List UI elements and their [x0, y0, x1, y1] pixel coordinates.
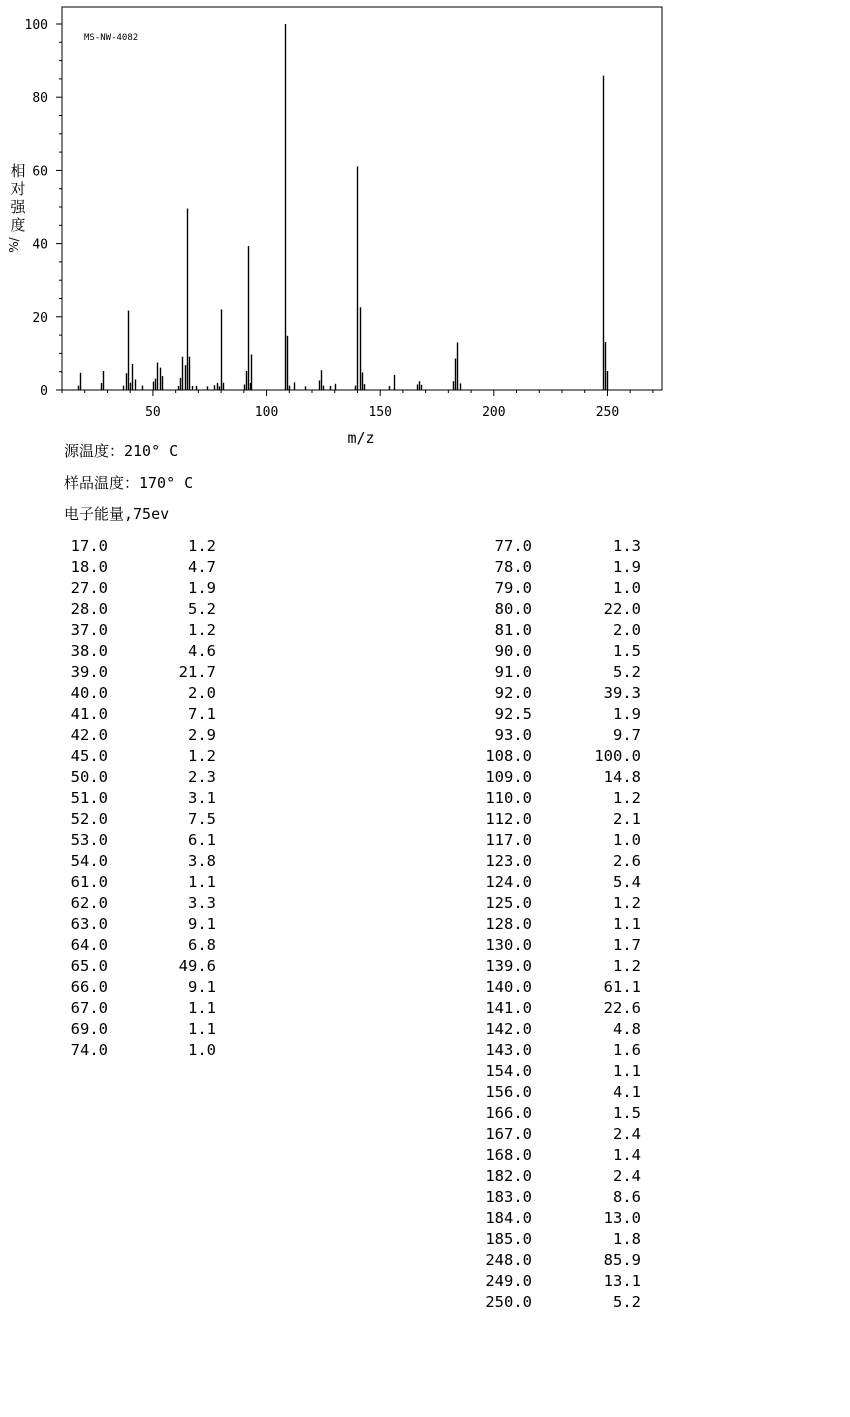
peak-intensity: 5.2	[613, 1293, 641, 1311]
y-label-char: %/	[7, 237, 21, 253]
peak-row	[64, 956, 224, 977]
peak-mz: 79.0	[494, 579, 532, 597]
peak-row	[464, 830, 644, 851]
peak-row	[64, 851, 224, 872]
peak-mz: 128.0	[485, 915, 532, 933]
peak-mz: 45.0	[70, 747, 108, 765]
x-tick-label: 100	[254, 405, 279, 420]
peak-intensity: 1.9	[613, 558, 641, 576]
peak-intensity: 61.1	[603, 978, 641, 996]
peak-row	[464, 914, 644, 935]
peak-mz: 90.0	[494, 642, 532, 660]
peak-mz: 130.0	[485, 936, 532, 954]
peak-mz: 74.0	[70, 1041, 108, 1059]
peak-mz: 124.0	[485, 873, 532, 891]
plot-frame	[62, 7, 662, 390]
peak-row	[464, 1019, 644, 1040]
y-tick-label: 100	[24, 18, 48, 33]
peak-mz: 69.0	[70, 1020, 108, 1038]
peak-intensity: 1.4	[613, 1146, 641, 1164]
peak-intensity: 1.1	[188, 873, 216, 891]
peak-mz: 64.0	[70, 936, 108, 954]
peak-intensity: 1.2	[613, 894, 641, 912]
peak-row	[64, 683, 224, 704]
peak-mz: 184.0	[485, 1209, 532, 1227]
peak-intensity: 5.4	[613, 873, 641, 891]
peak-row	[464, 620, 644, 641]
x-axis-label: m/z	[347, 429, 375, 447]
peak-row	[464, 1103, 644, 1124]
peak-intensity: 1.3	[613, 537, 641, 555]
peak-mz: 41.0	[70, 705, 108, 723]
peak-row	[464, 1082, 644, 1103]
peak-intensity: 1.9	[613, 705, 641, 723]
x-tick-label: 250	[595, 405, 620, 420]
peak-mz: 110.0	[485, 789, 532, 807]
peak-mz: 182.0	[485, 1167, 532, 1185]
peak-intensity: 7.5	[188, 810, 216, 828]
peak-mz: 168.0	[485, 1146, 532, 1164]
peak-mz: 37.0	[70, 621, 108, 639]
peak-intensity: 1.8	[613, 1230, 641, 1248]
peak-row	[64, 620, 224, 641]
peak-row	[464, 809, 644, 830]
peak-intensity: 2.0	[188, 684, 216, 702]
peak-intensity: 1.2	[613, 957, 641, 975]
peak-mz: 108.0	[485, 747, 532, 765]
peak-row	[64, 809, 224, 830]
peak-intensity: 5.2	[188, 600, 216, 618]
peak-mz: 66.0	[70, 978, 108, 996]
peak-intensity: 2.4	[613, 1167, 641, 1185]
y-label-char: 对	[10, 180, 26, 198]
peak-mz: 249.0	[485, 1272, 532, 1290]
peak-row	[64, 998, 224, 1019]
peak-row	[64, 704, 224, 725]
peak-intensity: 1.0	[613, 579, 641, 597]
peak-intensity: 9.1	[188, 915, 216, 933]
spectrum-peaks	[79, 24, 608, 390]
peak-row	[464, 1145, 644, 1166]
y-axis-label	[7, 162, 26, 253]
peak-row	[464, 851, 644, 872]
peak-mz: 27.0	[70, 579, 108, 597]
peak-row	[464, 1061, 644, 1082]
peak-mz: 91.0	[494, 663, 532, 681]
peak-row	[64, 578, 224, 599]
peak-mz: 62.0	[70, 894, 108, 912]
y-tick-label: 0	[40, 384, 48, 399]
peak-row	[464, 641, 644, 662]
peak-row	[64, 1019, 224, 1040]
peak-mz: 63.0	[70, 915, 108, 933]
x-tick-label: 50	[145, 405, 161, 420]
peak-intensity: 4.8	[613, 1020, 641, 1038]
peak-intensity: 2.0	[613, 621, 641, 639]
peak-row	[64, 746, 224, 767]
peak-mz: 142.0	[485, 1020, 532, 1038]
peak-intensity: 9.1	[188, 978, 216, 996]
peak-row	[464, 1124, 644, 1145]
peak-intensity: 1.1	[613, 915, 641, 933]
peak-mz: 117.0	[485, 831, 532, 849]
peak-mz: 156.0	[485, 1083, 532, 1101]
peak-row	[64, 1040, 224, 1061]
peak-row	[464, 767, 644, 788]
peak-row	[64, 830, 224, 851]
peak-row	[464, 1166, 644, 1187]
y-tick-label: 60	[32, 164, 48, 180]
peak-mz: 109.0	[485, 768, 532, 786]
peak-row	[464, 662, 644, 683]
source-temperature: 源温度：210° C	[64, 442, 179, 460]
peak-row	[64, 977, 224, 998]
peak-row	[464, 536, 644, 557]
peak-mz: 40.0	[70, 684, 108, 702]
peak-row	[464, 557, 644, 578]
x-axis-ticks	[62, 390, 653, 420]
peak-mz: 185.0	[485, 1230, 532, 1248]
peak-row	[464, 998, 644, 1019]
peak-mz: 139.0	[485, 957, 532, 975]
peak-intensity: 1.1	[613, 1062, 641, 1080]
peak-intensity: 3.1	[188, 789, 216, 807]
electron-energy: 电子能量,75ev	[64, 505, 170, 523]
peak-mz: 65.0	[70, 957, 108, 975]
peak-intensity: 4.7	[188, 558, 216, 576]
peak-row	[64, 935, 224, 956]
peak-intensity: 1.2	[188, 621, 216, 639]
peak-intensity: 1.0	[613, 831, 641, 849]
y-label-char: 度	[10, 216, 26, 234]
peak-row	[464, 977, 644, 998]
peak-row	[464, 1187, 644, 1208]
peak-row	[464, 788, 644, 809]
peak-mz: 92.5	[494, 705, 532, 723]
peak-intensity: 1.1	[188, 1020, 216, 1038]
peak-intensity: 4.6	[188, 642, 216, 660]
peak-intensity: 1.1	[188, 999, 216, 1017]
peak-intensity: 2.1	[613, 810, 641, 828]
peak-mz: 125.0	[485, 894, 532, 912]
peak-mz: 154.0	[485, 1062, 532, 1080]
peak-intensity: 2.9	[188, 726, 216, 744]
peak-mz: 50.0	[70, 768, 108, 786]
peak-intensity: 6.1	[188, 831, 216, 849]
peak-mz: 250.0	[485, 1293, 532, 1311]
peak-intensity: 9.7	[613, 726, 641, 744]
peak-intensity: 2.3	[188, 768, 216, 786]
peak-row	[64, 536, 224, 557]
peak-intensity: 7.1	[188, 705, 216, 723]
peak-mz: 54.0	[70, 852, 108, 870]
peak-intensity: 1.0	[188, 1041, 216, 1059]
peak-row	[464, 746, 644, 767]
peak-row	[64, 599, 224, 620]
peak-mz: 123.0	[485, 852, 532, 870]
peak-row	[64, 767, 224, 788]
peak-mz: 81.0	[494, 621, 532, 639]
peak-row	[464, 1292, 644, 1313]
peak-row	[464, 725, 644, 746]
peak-row	[464, 1208, 644, 1229]
peak-row	[64, 662, 224, 683]
peak-mz: 18.0	[70, 558, 108, 576]
peak-mz: 80.0	[494, 600, 532, 618]
peak-mz: 167.0	[485, 1125, 532, 1143]
peak-intensity: 21.7	[178, 663, 216, 681]
peak-row	[464, 1229, 644, 1250]
peak-mz: 93.0	[494, 726, 532, 744]
peak-mz: 51.0	[70, 789, 108, 807]
peak-row	[464, 956, 644, 977]
peak-row	[64, 788, 224, 809]
peak-row	[464, 893, 644, 914]
peak-row	[64, 914, 224, 935]
sample-temperature: 样品温度：170° C	[64, 474, 194, 492]
peak-intensity: 1.2	[613, 789, 641, 807]
peak-mz: 17.0	[70, 537, 108, 555]
peak-intensity: 100.0	[594, 747, 641, 765]
mass-spectrum-chart	[0, 0, 850, 460]
y-tick-label: 40	[32, 237, 48, 253]
peak-mz: 52.0	[70, 810, 108, 828]
peak-intensity: 1.7	[613, 936, 641, 954]
peak-mz: 42.0	[70, 726, 108, 744]
peak-intensity: 1.2	[188, 747, 216, 765]
peak-intensity: 4.1	[613, 1083, 641, 1101]
peak-mz: 166.0	[485, 1104, 532, 1122]
peak-intensity: 39.3	[603, 684, 641, 702]
peak-row	[464, 599, 644, 620]
peak-mz: 183.0	[485, 1188, 532, 1206]
peak-row	[64, 872, 224, 893]
peak-mz: 77.0	[494, 537, 532, 555]
peak-mz: 61.0	[70, 873, 108, 891]
peak-intensity: 13.0	[603, 1209, 641, 1227]
peak-row	[464, 578, 644, 599]
peak-row	[464, 1271, 644, 1292]
peak-row	[464, 935, 644, 956]
peak-mz: 39.0	[70, 663, 108, 681]
peak-row	[64, 557, 224, 578]
peak-mz: 38.0	[70, 642, 108, 660]
peak-intensity: 14.8	[603, 768, 641, 786]
peak-row	[464, 1040, 644, 1061]
peak-mz: 53.0	[70, 831, 108, 849]
peak-row	[464, 704, 644, 725]
peak-intensity: 1.9	[188, 579, 216, 597]
peak-intensity: 22.6	[603, 999, 641, 1017]
peak-row	[464, 872, 644, 893]
y-label-char: 强	[10, 198, 26, 216]
peak-row	[464, 683, 644, 704]
y-axis-ticks	[25, 18, 62, 399]
peak-intensity: 22.0	[603, 600, 641, 618]
peak-intensity: 8.6	[613, 1188, 641, 1206]
y-label-char: 相	[10, 162, 26, 180]
peak-mz: 28.0	[70, 600, 108, 618]
peak-mz: 248.0	[485, 1251, 532, 1269]
peak-mz: 140.0	[485, 978, 532, 996]
peak-mz: 141.0	[485, 999, 532, 1017]
peak-mz: 67.0	[70, 999, 108, 1017]
peak-intensity: 3.8	[188, 852, 216, 870]
peak-intensity: 1.2	[188, 537, 216, 555]
y-tick-label: 80	[32, 91, 48, 107]
peak-row	[64, 725, 224, 746]
peak-mz: 143.0	[485, 1041, 532, 1059]
peak-table-right	[464, 536, 644, 1313]
peak-intensity: 49.6	[178, 957, 216, 975]
x-tick-label: 200	[482, 405, 506, 420]
peak-intensity: 3.3	[188, 894, 216, 912]
x-tick-label: 150	[368, 405, 392, 420]
peak-intensity: 1.6	[613, 1041, 641, 1059]
chart-title: MS-NW-4082	[84, 33, 139, 43]
peak-intensity: 1.5	[613, 642, 641, 660]
peak-intensity: 6.8	[188, 936, 216, 954]
y-tick-label: 20	[32, 310, 48, 326]
peak-intensity: 85.9	[603, 1251, 641, 1269]
peak-mz: 78.0	[494, 558, 532, 576]
peak-intensity: 5.2	[613, 663, 641, 681]
peak-row	[64, 641, 224, 662]
peak-row	[64, 893, 224, 914]
peak-row	[464, 1250, 644, 1271]
peak-intensity: 1.5	[613, 1104, 641, 1122]
peak-intensity: 2.4	[613, 1125, 641, 1143]
peak-mz: 92.0	[494, 684, 532, 702]
peak-table-left	[64, 536, 224, 1061]
peak-mz: 112.0	[485, 810, 532, 828]
peak-intensity: 2.6	[613, 852, 641, 870]
peak-intensity: 13.1	[603, 1272, 641, 1290]
